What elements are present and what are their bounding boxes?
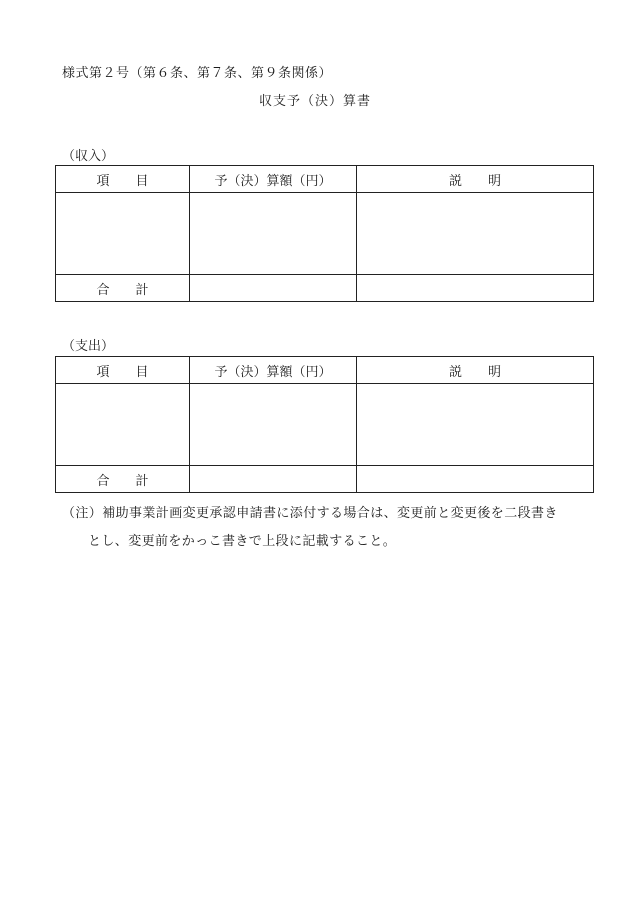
income-description-header — [357, 166, 594, 193]
expense-description-cell[interactable] — [357, 384, 594, 466]
income-item-header-a: 項 — [96, 173, 110, 189]
expense-item-header-b: 目 — [135, 364, 149, 380]
expense-entry-row — [56, 384, 594, 466]
income-amount-header: 予（決）算額（円） — [190, 166, 357, 193]
form-number: 様式第２号（第６条、第７条、第９条関係） — [62, 66, 333, 81]
income-amount-cell[interactable] — [190, 193, 357, 275]
income-desc-header-b: 明 — [488, 173, 502, 189]
expense-item-header — [56, 357, 190, 384]
income-total-row — [56, 275, 594, 302]
income-item-cell[interactable] — [56, 193, 190, 275]
income-total-description-cell[interactable] — [357, 275, 594, 302]
expense-total-row — [56, 466, 594, 493]
income-total-label — [56, 275, 190, 302]
income-section-label: （収入） — [62, 149, 115, 164]
expense-total-a: 合 — [96, 473, 110, 489]
expense-table — [55, 356, 594, 493]
expense-total-description-cell[interactable] — [357, 466, 594, 493]
note — [62, 500, 597, 556]
income-item-header-b: 目 — [135, 173, 149, 189]
expense-item-header-a: 項 — [96, 364, 110, 380]
expense-total-amount-cell[interactable] — [190, 466, 357, 493]
note-line-2: とし、変更前をかっこ書きで上段に記載すること。 — [88, 534, 397, 549]
income-entry-row — [56, 193, 594, 275]
income-desc-header-a: 説 — [448, 173, 462, 189]
expense-amount-header: 予（決）算額（円） — [190, 357, 357, 384]
expense-desc-header-a: 説 — [448, 364, 462, 380]
note-line-1: （注）補助事業計画変更承認申請書に添付する場合は、変更前と変更後を二段書き — [62, 506, 558, 521]
expense-desc-header-b: 明 — [488, 364, 502, 380]
expense-item-cell[interactable] — [56, 384, 190, 466]
expense-total-label — [56, 466, 190, 493]
income-total-b: 計 — [135, 282, 149, 298]
income-header-row — [56, 166, 594, 193]
expense-section-label: （支出） — [62, 339, 115, 354]
income-total-a: 合 — [96, 282, 110, 298]
page-title: 収支予（決）算書 — [258, 94, 371, 109]
income-item-header — [56, 166, 190, 193]
income-table — [55, 165, 594, 302]
expense-description-header — [357, 357, 594, 384]
income-total-amount-cell[interactable] — [190, 275, 357, 302]
expense-amount-cell[interactable] — [190, 384, 357, 466]
expense-total-b: 計 — [135, 473, 149, 489]
income-description-cell[interactable] — [357, 193, 594, 275]
expense-header-row — [56, 357, 594, 384]
